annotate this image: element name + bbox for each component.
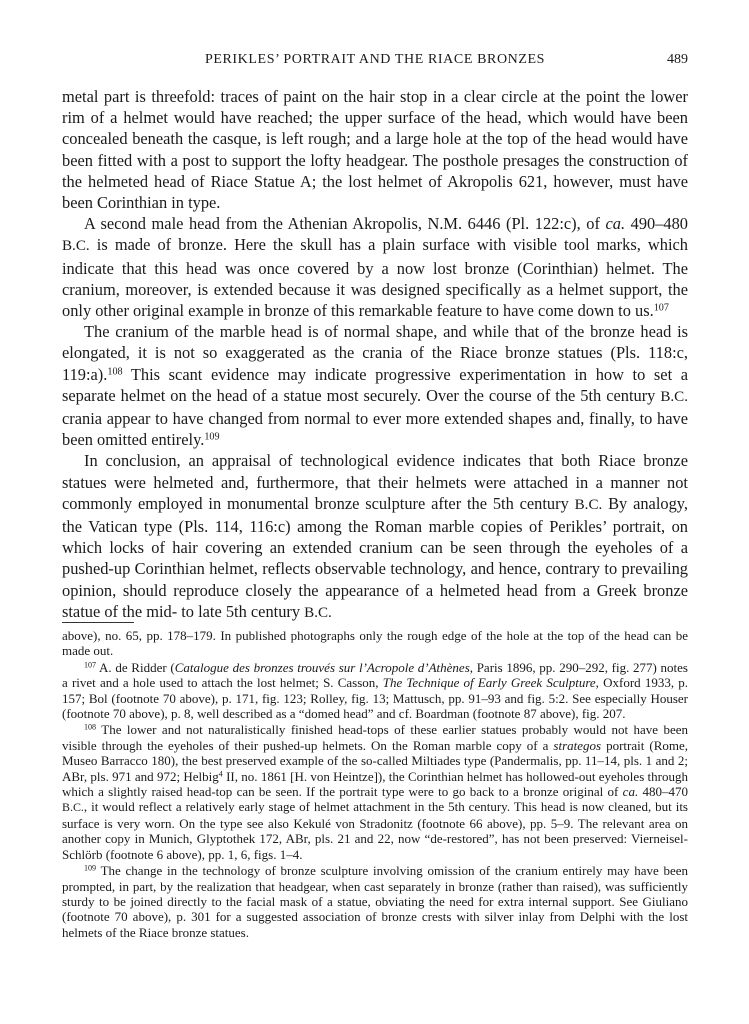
footnote-text: II, no. 1861 [H. von Heintze]), the Corinthian helmet has hollowed-out eyeholes through which a slightly raised head-top can be seen. If the portrait type were to go back to a bronze original of bbox=[62, 768, 688, 800]
paragraph-4-text-b: By analogy, the Vatican type (Pls. 114, 116:c) among the Roman marble copies of Perikles’ portrait, on which locks of hair covering an extended cranium can be seen through the eyeholes of a pushed-up Corinthian helmet, reflects observable technology, and hence, contrary to prevailing opinion, should reproduce closely the appearance of a helmeted head from a Greek bronze statue of the mid- to late 5th century bbox=[62, 493, 689, 621]
era-abbrev: B.C. bbox=[574, 496, 603, 513]
footnote-text: The change in the technology of bronze sculpture involving omission of the cranium entirely may have been prompted, in part, by the realization that headgear, when cast separately in bronze (rather than raised), was sufficiently sturdy to be joined directly to the facial mask of a statue, obviating the need for extra internal support. See Giuliano (footnote 70 above), p. 301 for a suggested association of bronze crests with silver inlay from Delphi with the lost helmets of the Riace bronze statues. bbox=[62, 863, 688, 940]
paragraph-2-text-b: 490–480 bbox=[625, 214, 688, 234]
paragraph-3-text-c: crania appear to have changed from normal to ever more extended shapes and, finally, to have been omitted entirely. bbox=[62, 409, 688, 450]
footnote-number: 107 bbox=[84, 660, 97, 670]
footnote-text: , it would reflect a relatively early stage of helmet attachment in the 5th century. This head is now cleaned, but its surface is very worn. On the type see also Kekulé von Stradonitz (footnote 66 above), pp. 5–9. The relevant area on another copy in Munich, Glyptothek 172, ABr, pls. 21 and 22, now “de-restored”, has not been preserved: Vierneisel-Schlörb (footnote 6 above), pp. 1, 6, figs. 1–4. bbox=[62, 799, 688, 862]
footnote-text: , Oxford 1933, p. 157; Bol (footnote 70 above), p. 171, fig. 123; Rolley, fig. 13; Mattusch, pp. 91–93 and fig. 5:2. See especially Houser (footnote 70 above), p. 8, well described as a “domed head” and cf. Boardman (footnote 87 above), fig. 207. bbox=[62, 675, 688, 722]
paragraph-2-text-c: is made of bronze. Here the skull has a plain surface with visible tool marks, which indicate that this head was once covered by a now lost bronze (Corinthian) helmet. The cranium, moreover, is extended because it was designed specifically as a helmet support, the only other original example in bronze of this remarkable feature to have come down to us. bbox=[62, 235, 688, 321]
main-text bbox=[62, 86, 688, 624]
paragraph-3-text-a: The cranium of the marble head is of normal shape, and while that of the bronze head is elongated, it is not so exaggerated as the crania of the Riace bronze statues (Pls. 118:c, 119:a). bbox=[62, 322, 688, 384]
footnote-text: The lower and not naturalistically finished head-tops of these earlier statues probably would not have been visible through the eyeholes of their pushed-up helmets. On the Roman marble copy of a bbox=[62, 722, 688, 753]
era-abbrev: B.C. bbox=[62, 238, 90, 255]
paragraph-1-text: metal part is threefold: traces of paint on the hair stop in a clear circle at the point the lower rim of a helmet would have reached; the upper surface of the head, which would have been concealed beneath the casque, is left rough; and a large hole at the top of the head would have been fitted with a post to support the lofty headgear. The posthole presages the construction of the helmeted head of Riace Statue A; the lost helmet of Akropolis 621, however, must have been Corinthian in type. bbox=[62, 87, 688, 213]
footnote-continuation bbox=[62, 628, 688, 659]
footnote-text: 480–470 bbox=[638, 784, 689, 800]
footnote-continuation-text: above), no. 65, pp. 178–179. In published photographs only the rough edge of the hole at the top of the head can be made out. bbox=[62, 628, 688, 659]
footnote-number: 108 bbox=[84, 723, 97, 733]
paragraph-1 bbox=[62, 86, 688, 213]
footnote-107 bbox=[62, 660, 688, 722]
era-abbrev: B.C. bbox=[62, 800, 84, 815]
footnote-text: , Paris 1896, pp. 290–292, fig. 277) notes a rivet and a hole used to attach the lost helmet; S. Casson, bbox=[62, 659, 688, 691]
footnote-ref-109[interactable]: 109 bbox=[204, 431, 220, 443]
paragraph-4-text-a: In conclusion, an appraisal of technological evidence indicates that both Riace bronze statues were helmeted and, furthermore, that their helmets were attached in a manner not commonly employed in monumental bronze sculpture after the 5th century bbox=[62, 451, 688, 513]
footnote-divider bbox=[62, 622, 134, 623]
footnote-text: portrait (Rome, Museo Barracco 180), the best preserved example of the so-called Miltiades type (Pandermalis, pp. 11–14, pls. 1 and 2; ABr, pls. 971 and 972; Helbig bbox=[62, 737, 688, 784]
running-title: PERIKLES’ PORTRAIT AND THE RIACE BRONZES bbox=[204, 52, 546, 67]
era-abbrev: B.C. bbox=[660, 388, 688, 405]
footnote-term: strategos bbox=[553, 737, 602, 753]
footnote-108 bbox=[62, 722, 688, 862]
era-abbrev: B.C. bbox=[304, 604, 332, 621]
footnotes bbox=[62, 628, 688, 940]
paragraph-4 bbox=[62, 450, 688, 624]
page-number: 489 bbox=[667, 52, 688, 67]
circa-abbrev: ca. bbox=[622, 784, 639, 800]
paragraph-3-text-b: This scant evidence may indicate progressive experimentation in how to set a separate helmet on the head of a statue most securely. Over the course of the 5th century bbox=[62, 364, 688, 405]
running-header bbox=[62, 52, 688, 72]
footnote-ref-107[interactable]: 107 bbox=[653, 302, 669, 314]
footnote-title: The Technique of Early Greek Sculpture bbox=[382, 675, 596, 691]
footnote-text: A. de Ridder ( bbox=[96, 659, 175, 675]
footnote-109 bbox=[62, 863, 688, 940]
footnote-number: 109 bbox=[84, 863, 97, 873]
paragraph-2-text-a: A second male head from the Athenian Akropolis, N.M. 6446 (Pl. 122:c), of bbox=[84, 214, 606, 234]
footnote-ref-108[interactable]: 108 bbox=[107, 366, 123, 378]
paragraph-3 bbox=[62, 321, 688, 450]
footnote-title: Catalogue des bronzes trouvés sur l’Acropole d’Athènes bbox=[174, 659, 470, 675]
circa-abbrev: ca. bbox=[605, 214, 626, 234]
edition-superscript: 4 bbox=[218, 769, 223, 779]
paragraph-2 bbox=[62, 213, 688, 321]
